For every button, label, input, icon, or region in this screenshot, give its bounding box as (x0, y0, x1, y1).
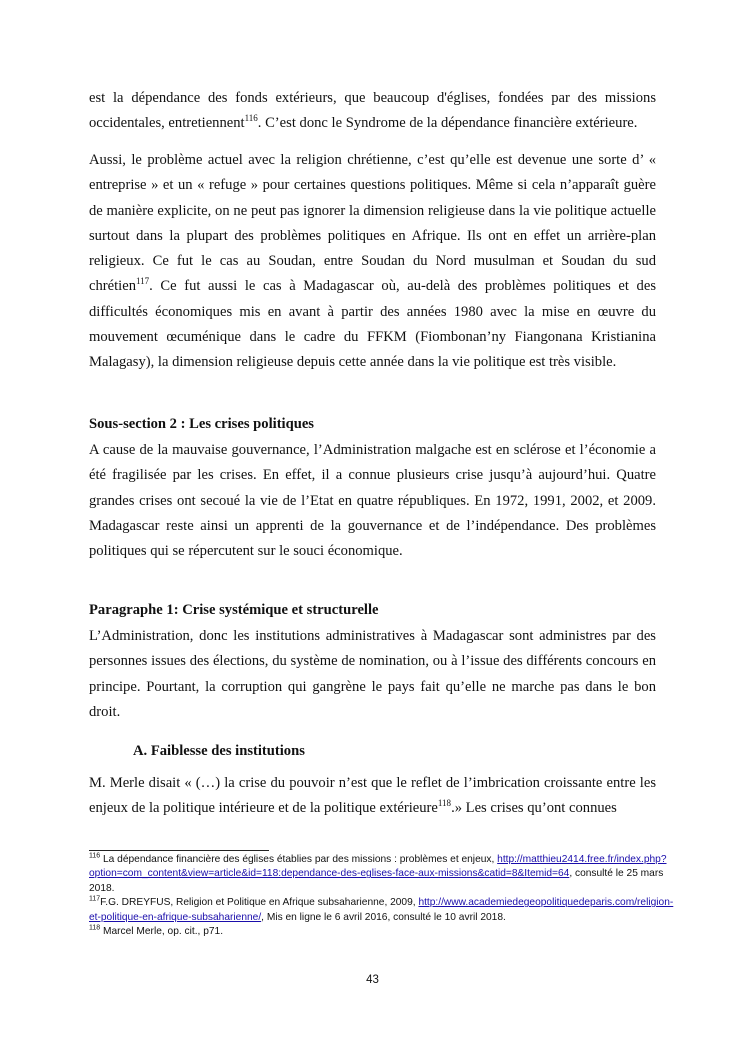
footnote-ref-117[interactable]: 117 (136, 276, 150, 287)
paragraph-3 (89, 438, 656, 564)
footnote-116 (89, 853, 679, 896)
footnote-117 (89, 896, 679, 925)
footnote-number: 117 (89, 895, 101, 903)
paragraphe-heading: Paragraphe 1: Crise systémique et structurelle (89, 602, 379, 618)
footnote-number: 116 (89, 852, 101, 860)
footnote-text-end: , consulté le 25 mars 2018. (89, 868, 664, 894)
footnotes (89, 853, 679, 939)
sous-section-heading: Sous-section 2 : Les crises politiques (89, 416, 314, 432)
footnote-number: 118 (89, 924, 101, 932)
footnote-text: Marcel Merle, op. cit., p71. (100, 926, 224, 938)
footnote-ref-118[interactable]: 118 (437, 798, 452, 809)
page-number: 43 (366, 974, 379, 986)
paragraph-4 (89, 624, 656, 725)
paragraph-5 (89, 771, 656, 822)
paragraph-5-text-end: .» Les crises qu’ont connues (451, 800, 617, 817)
paragraph-3-text: A cause de la mauvaise gouvernance, l’Administration malgache est en sclérose et l’économie a été fragilisée par les crises. En effet, il a connue plusieurs crise jusqu’à aujourd’hui. Quatre grandes crises ont secoué la vie de l’Etat en quatre républiques. En 1972, 1991, 2002, et 2009. Madagascar reste ainsi un apprenti de la gouvernance et de l’indépendance. Des problèmes politiques qui se répercutent sur le souci économique. (89, 442, 656, 560)
footnote-divider (89, 850, 269, 851)
paragraph-2-text-end: . Ce fut aussi le cas à Madagascar où, au-delà des problèmes politiques et des difficultés économiques mis en avant à partir des années 1980 avec la mise en œuvre du mouvement œcuménique dans le cadre du FFKM (Fiombonan’ny Fiangonana Kristianina Malagasy), la dimension religieuse depuis cette année dans la vie politique est très visible. (89, 278, 656, 371)
paragraph-1-text: est la dépendance des fonds extérieurs, que beaucoup d'églises, fondées par des missions occidentales, entretiennent (89, 90, 656, 132)
footnote-text-end: , Mis en ligne le 6 avril 2016, consulté le 10 avril 2018. (261, 911, 506, 923)
paragraph-1-text-end: . C’est donc le Syndrome de la dépendance financière extérieure. (257, 115, 638, 132)
paragraph-4-text: L’Administration, donc les institutions administratives à Madagascar sont administres par des personnes issues des élections, du système de nomination, ou à l’issue des différents concours en principe. Pourtant, la corruption qui gangrène le pays fait qu’elle ne marche pas dans le bon droit. (89, 628, 656, 720)
footnote-text: F.G. DREYFUS, Religion et Politique en Afrique subsaharienne, 2009, (100, 897, 419, 909)
footnote-text: La dépendance financière des églises établies par des missions : problèmes et enjeux, (100, 854, 498, 865)
paragraph-2 (89, 148, 656, 376)
paragraph-1 (89, 86, 656, 137)
footnote-link[interactable]: http://matthieu2414.free.fr/index.php?option=com_content&view=article&id=118:dependance-des-eglises-face-aux-missions&catid=8&Itemid=64 (89, 854, 667, 880)
footnote-118 (89, 925, 679, 939)
subheading-a: A. Faiblesse des institutions (133, 743, 305, 759)
footnote-link[interactable]: http://www.academiedegeopolitiquedeparis.com/religion-et-politique-en-afrique-subsaharienne/ (89, 897, 674, 923)
footnote-ref-116[interactable]: 116 (244, 113, 258, 124)
paragraph-2-text: Aussi, le problème actuel avec la religion chrétienne, c’est qu’elle est devenue une sorte d’ « entreprise » et un « refuge » pour certaines questions politiques. Même si cela n’apparaît guère de manière explicite, on ne peut pas ignorer la dimension religieuse dans la vie politique actuelle surtout dans la plupart des problèmes politiques en Afrique. Ils ont en effet un arrière-plan religieux. Ce fut le cas au Soudan, entre Soudan du Nord musulman et Soudan du sud chrétien (89, 152, 656, 295)
paragraph-5-text: M. Merle disait « (…) la crise du pouvoir n’est que le reflet de l’imbrication croissante entre les enjeux de la politique intérieure et de la politique extérieure (89, 775, 656, 817)
